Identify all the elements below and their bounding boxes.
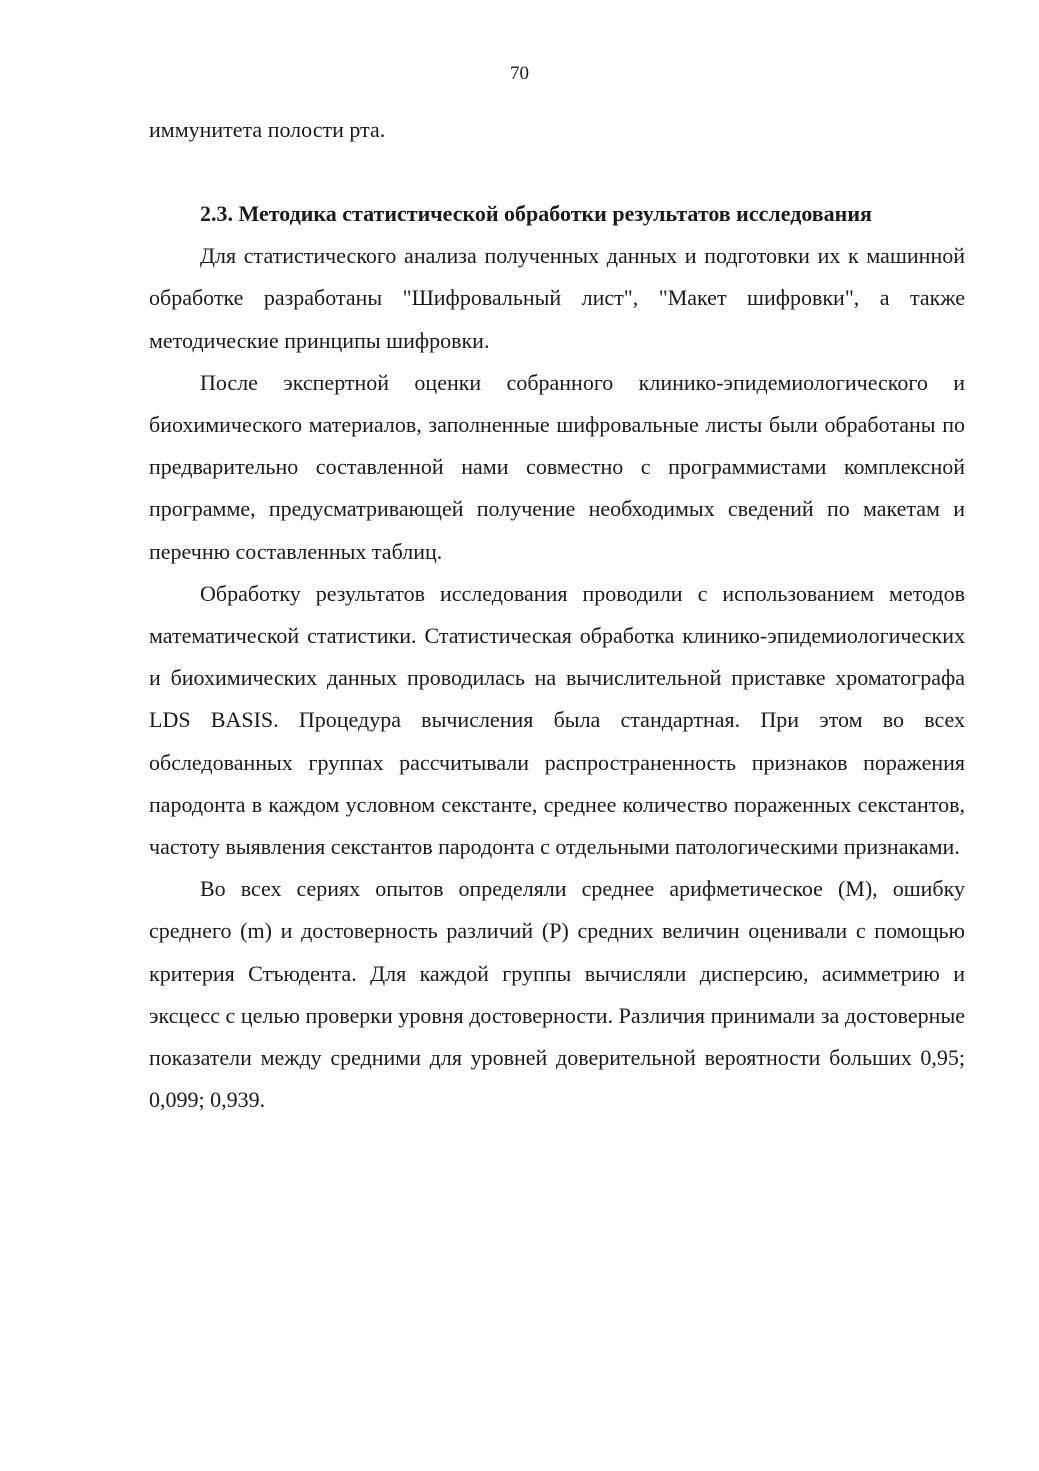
page-number: 70 (510, 63, 529, 84)
paragraph-4: Во всех сериях опытов определяли среднее арифметическое (М), ошибку среднего (m) и достоверность различий (Р) средних величин оценивали с помощью критерия Стъюдента. Для каждой группы вычисляли дисперсию, асимметрию и эксцесс с целью проверки уровня достоверности. Различия принимали за достоверные показатели между средними для уровней доверительной вероятности больших 0,95; 0,099; 0,939. (149, 876, 965, 1113)
page-body (149, 109, 965, 1121)
paragraph-2: После экспертной оценки собранного клинико-эпидемиологического и биохимического материалов, заполненные шифровальные листы были обработаны по предварительно составленной нами совместно с программистами комплексной программе, предусматривающей получение необходимых сведений по макетам и перечню составленных таблиц. (149, 369, 965, 564)
continuation-text: иммунитета полости рта. (149, 117, 386, 142)
section-heading: 2.3. Методика статистической обработки результатов исследования (200, 201, 872, 227)
paragraph-1: Для статистического анализа полученных данных и подготовки их к машинной обработке разработаны "Шифровальный лист", "Макет шифровки", а также методические принципы шифровки. (149, 243, 965, 353)
paragraph-3: Обработку результатов исследования проводили с использованием методов математической статистики. Статистическая обработка клинико-эпидемиологических и биохимических данных проводилась на вычислительной приставке хроматографа LDS BASIS. Процедура вычисления была стандартная. При этом во всех обследованных группах рассчитывали распространенность признаков поражения пародонта в каждом условном секстанте, среднее количество пораженных секстантов, частоту выявления секстантов пародонта с отдельными патологическими признаками. (149, 580, 965, 860)
